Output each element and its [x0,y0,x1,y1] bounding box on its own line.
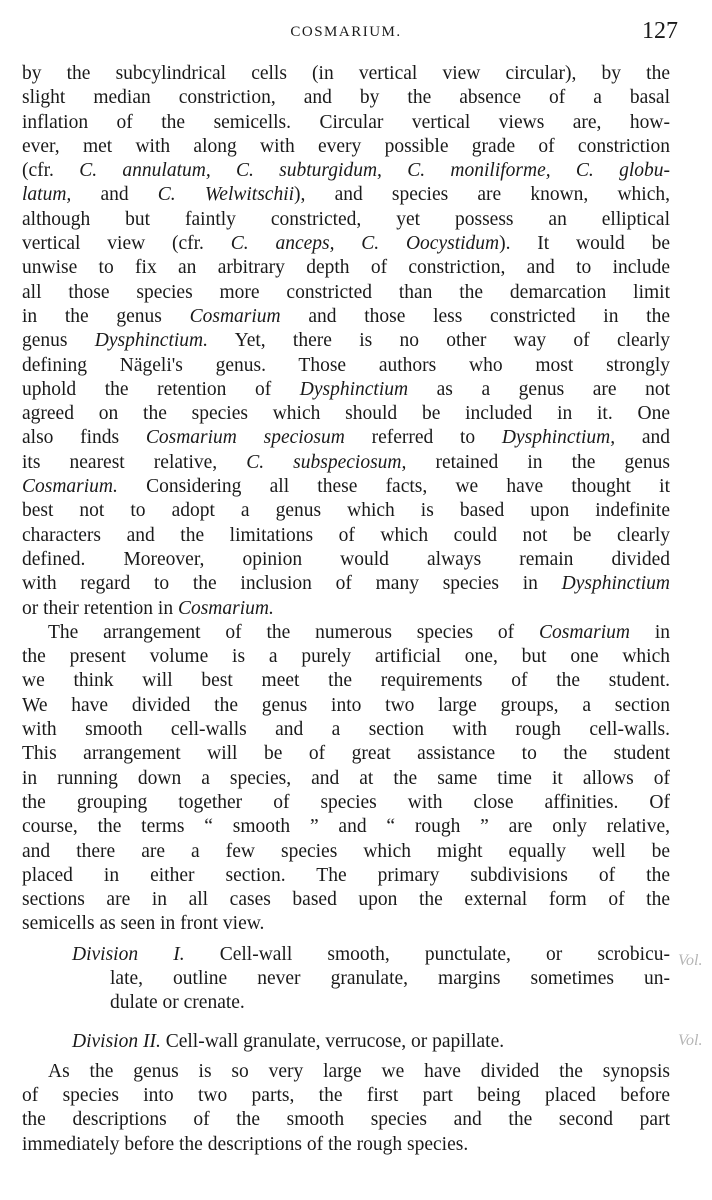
genus-name: Cosmarium. [22,476,118,498]
text-run: vertical view (cfr. [22,233,231,255]
genus-name: Dysphinctium [299,378,409,400]
text-run: and [615,427,670,449]
text-line: As the genus is so very large we have divided the synopsis [48,1060,670,1082]
paragraph-3 [22,1060,670,1157]
text-line: semicells as seen in front view. [22,913,265,935]
text-run: with regard to the inclusion of many species in [22,573,562,595]
text-run: uphold the retention of [22,378,300,400]
text-line: We have divided the genus into two large groups, a section [22,694,670,716]
text-run: Yet, there is no other way of clearly [208,330,670,352]
species-name: latum, [22,184,72,206]
text-line: ever, met with along with every possible grade of constriction [22,135,670,157]
book-page [22,18,678,1157]
text-line: although but faintly constricted, yet possess an elliptical [22,208,670,230]
text-line [22,305,670,329]
text-run: Cell-wall granulate, verrucose, or papillate. [160,1030,505,1052]
division-1-line: late, outline never granulate, margins sometimes un- [110,967,670,989]
text-run: ), and species are known, which, [294,184,671,206]
division-1-label: Division I. [72,943,185,965]
division-list [22,943,670,1054]
text-line: characters and the limitations of which could not be clearly [22,524,670,546]
species-name: Cosmarium speciosum [145,427,345,449]
text-line: sections are in all cases based upon the external form of the [22,889,670,911]
text-line: unwise to fix an arbitrary depth of constriction, and to include [22,257,670,279]
species-name: C. subspeciosum, [246,451,407,473]
text-run: and [71,184,158,206]
text-run: ). It would be [499,233,670,255]
species-names: C. anceps, C. Oocystidum [230,233,500,255]
text-line [22,451,670,475]
margin-annotation: Vol. [678,952,703,969]
text-line: the descriptions of the smooth species and the second part [22,1109,670,1131]
running-head: COSMARIUM. [290,24,402,40]
species-name: C. Welwitschii [157,184,295,206]
text-line: defined. Moreover, opinion would always remain divided [22,548,670,570]
margin-annotation: Vol. [678,1032,703,1049]
text-line [22,475,670,499]
text-line [22,426,670,450]
text-run: (cfr. [22,160,80,182]
text-run: or their retention in [22,597,178,619]
text-line [22,378,670,402]
text-line: inflation of the semicells. Circular vertical views are, how- [22,111,670,133]
text-run: retained in the genus [406,451,670,473]
text-line: of species into two parts, the first part being placed before [22,1085,670,1107]
text-run: genus [22,330,95,352]
text-line: and there are a few species which might equally well be [22,840,670,862]
text-line [22,597,670,621]
genus-name: Cosmarium [189,305,281,327]
genus-name: Dysphinctium. [94,330,208,352]
text-run: The arrangement of the numerous species of [48,621,539,643]
division-1-line: dulate or crenate. [110,992,245,1014]
text-line [22,572,670,596]
text-line [22,329,670,353]
text-line: all those species more constricted than the demarcation limit [22,281,670,303]
text-line: the present volume is a purely artificial one, but one which [22,646,670,668]
text-line [22,232,670,256]
text-line: in running down a species, and at the same time it allows of [22,767,670,789]
text-line: immediately before the descriptions of the rough species. [22,1133,469,1155]
text-line: with smooth cell-walls and a section with rough cell-walls. [22,719,670,741]
text-run: in the genus [22,305,190,327]
genus-name: Dysphinctium [561,573,670,595]
division-1-line [22,943,670,967]
text-line: slight median constriction, and by the absence of a basal [22,87,670,109]
paragraph-1 [22,62,670,621]
body-text [22,62,670,1157]
genus-name: Cosmarium [538,621,631,643]
text-line: the grouping together of species with close affinities. Of [22,791,670,813]
text-line: defining Nägeli's genus. Those authors who most strongly [22,354,670,376]
text-run: Considering all these facts, we have thought it [117,476,670,498]
division-2-line [22,1030,670,1054]
division-2-label: Division II. [72,1030,161,1052]
text-line [22,621,670,645]
text-run: its nearest relative, [22,451,247,473]
text-line: by the subcylindrical cells (in vertical view circular), by the [22,63,670,84]
text-run: as a genus are not [408,378,670,400]
text-run: also finds [22,427,146,449]
text-line: best not to adopt a genus which is based upon indefinite [22,500,670,522]
genus-name: Cosmarium. [177,597,274,619]
text-line: placed in either section. The primary subdivisions of the [22,864,670,886]
text-run: and those less constricted in the [280,305,670,327]
text-line: agreed on the species which should be included in it. One [22,403,670,425]
species-names: C. annulatum, C. subturgidum, C. moniliforme, C. globu- [79,160,670,182]
text-line [22,159,670,183]
text-line: This arrangement will be of great assistance to the student [22,743,670,765]
text-line: course, the terms “ smooth ” and “ rough ” are only relative, [22,816,670,838]
text-line: we think will best meet the requirements of the student. [22,670,670,692]
spacer [22,1016,670,1024]
paragraph-2 [22,621,670,937]
text-line [22,183,670,207]
text-run: in [630,621,670,643]
genus-name: Dysphinctium, [501,427,616,449]
text-run: referred to [344,427,502,449]
page-number: 127 [642,18,678,44]
page-header [22,18,678,48]
text-run: Cell-wall smooth, punctulate, or scrobicu- [184,943,670,965]
